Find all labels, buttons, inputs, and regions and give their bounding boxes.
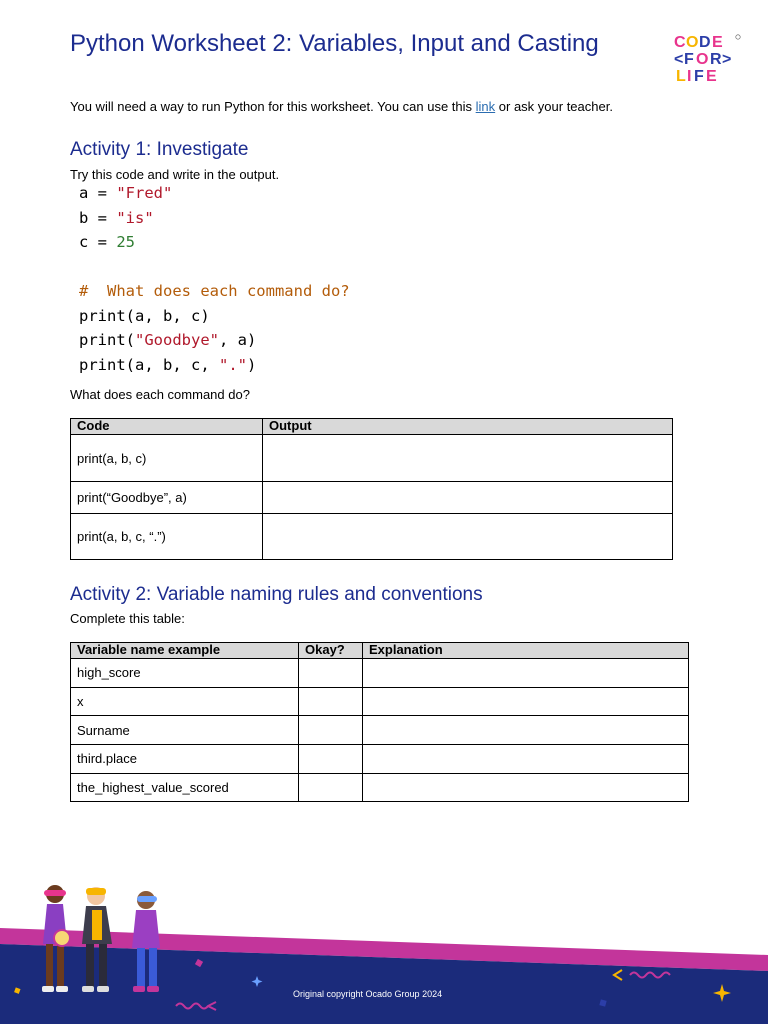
code-token: "Fred" [116,184,173,202]
activity1-heading: Activity 1: Investigate [70,139,249,160]
code-token: 25 [116,233,135,251]
svg-text:F: F [694,68,704,84]
code-token: ) [246,355,257,374]
variable-name-cell: Surname [71,716,299,745]
svg-text:E: E [712,34,723,51]
variable-name-cell: high_score [71,659,299,688]
svg-text:F: F [684,51,694,68]
code-cell: print(a, b, c, “.”) [71,514,263,560]
code-token: "Goodbye" [135,331,219,349]
worksheet-title: Python Worksheet 2: Variables, Input and Casting [70,30,599,57]
svg-text:L: L [676,68,686,84]
header-explanation: Explanation [363,643,689,659]
svg-text:I: I [687,68,692,84]
variable-name-cell: third.place [71,745,299,774]
code-token: print(a, b, c, [79,355,219,374]
svg-text:D: D [699,34,711,51]
explanation-cell[interactable] [363,659,689,688]
activity1-instruction: Try this code and write in the output. [70,167,280,182]
intro-after: or ask your teacher. [495,99,613,114]
code-line [79,181,350,206]
code-line [79,328,350,353]
code-token: b = [79,208,117,227]
svg-text:O: O [696,51,709,68]
code-line [79,279,350,304]
code-token: print( [79,331,135,349]
svg-text:>: > [722,51,732,68]
table-row [71,745,689,774]
table-header-row [71,419,673,435]
intro-text [70,99,613,114]
code-token: print(a, b, c) [79,306,210,325]
header-variable-name: Variable name example [71,643,299,659]
characters-illustration [42,885,160,992]
okay-cell[interactable] [299,745,363,774]
table-header-row [71,643,689,659]
explanation-cell[interactable] [363,745,689,774]
okay-cell[interactable] [299,659,363,688]
code-token: c = [79,233,117,251]
python-link[interactable]: link [475,99,496,114]
output-table [70,418,673,560]
footer-banner [0,860,768,1024]
activity1-question: What does each command do? [70,387,250,402]
activity2-heading: Activity 2: Variable naming rules and conventions [70,584,483,605]
table-row [71,716,689,745]
table-row [71,514,673,560]
table-row [71,435,673,482]
variable-name-cell: x [71,687,299,716]
code-cell: print(a, b, c) [71,435,263,482]
code-cell: print(“Goodbye”, a) [71,482,263,514]
okay-cell[interactable] [299,716,363,745]
svg-text:E: E [706,68,717,84]
code-line [79,255,350,280]
table-row [71,482,673,514]
explanation-cell[interactable] [363,773,689,802]
output-cell[interactable] [263,482,673,514]
code-token: , a) [219,331,257,349]
svg-text:C: C [674,34,686,51]
code-for-life-logo [672,32,744,84]
svg-text:O: O [686,34,699,51]
header-okay: Okay? [299,643,363,659]
code-line [79,206,350,231]
table-row [71,687,689,716]
code-token: a = [79,184,117,202]
activity2-instruction: Complete this table: [70,611,185,626]
code-token: "is" [116,208,154,227]
code-token: # What does each command do? [79,282,350,300]
variable-name-cell: the_highest_value_scored [71,773,299,802]
okay-cell[interactable] [299,773,363,802]
svg-text:R: R [710,51,722,68]
copyright-text: Original copyright Ocado Group 2024 [293,989,443,999]
output-cell[interactable] [263,514,673,560]
output-cell[interactable] [263,435,673,482]
header-code: Code [71,419,263,435]
header-output: Output [263,419,673,435]
code-line [79,304,350,329]
explanation-cell[interactable] [363,716,689,745]
table-row [71,773,689,802]
svg-text:<: < [674,51,684,68]
okay-cell[interactable] [299,687,363,716]
explanation-cell[interactable] [363,687,689,716]
code-block [79,181,350,377]
intro-before: You will need a way to run Python for this worksheet. You can use this [70,99,476,114]
table-row [71,659,689,688]
code-line [79,230,350,255]
code-token: "." [218,355,247,374]
naming-table [70,642,689,802]
code-line [79,353,350,378]
